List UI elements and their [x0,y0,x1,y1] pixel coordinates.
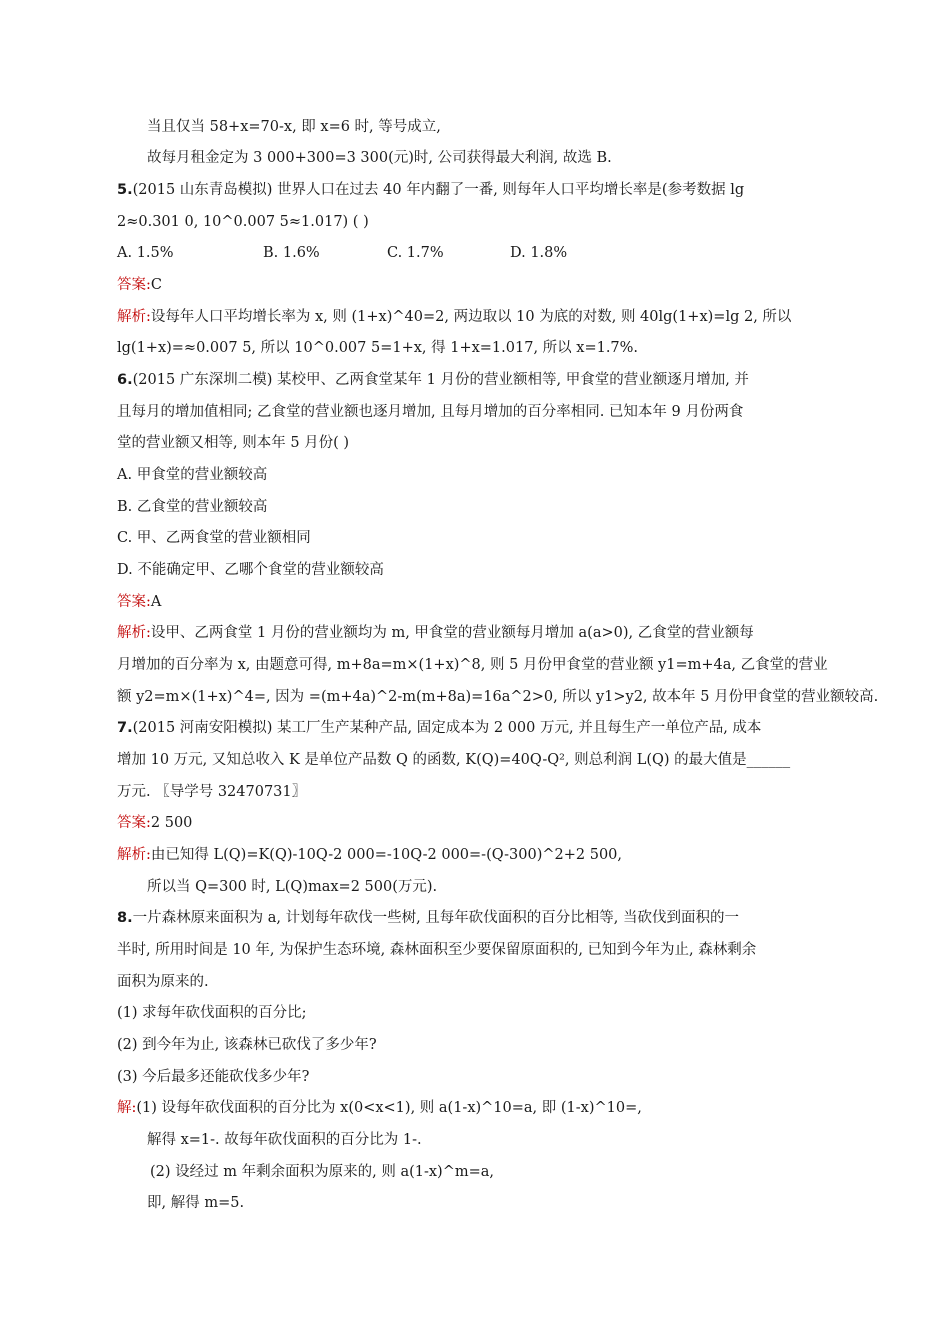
sub-question: (2) 到今年为止, 该森林已砍伐了多少年? [117,1037,377,1053]
solution-label: 解: [117,1100,137,1116]
text-line: 且每月的增加值相同; 乙食堂的营业额也逐月增加, 且每月增加的百分率相同. 已知本年 9 月份两食 [117,404,744,420]
option-d: D. 1.8% [510,245,568,261]
question-5-line [117,180,744,200]
question-7-line [117,718,761,738]
analysis-text: 由已知得 L(Q)=K(Q)-10Q-2 000=-10Q-2 000=-(Q-300)^2+2 500, [150,847,623,863]
solution-line [117,1098,642,1118]
text-line: (2) 设经过 m 年剩余面积为原来的, 则 a(1-x)^m=a, [150,1164,495,1180]
answer-line [117,275,162,295]
sub-question: (3) 今后最多还能砍伐多少年? [117,1069,310,1085]
answer-value: A [150,594,162,610]
text-line: 面积为原来的. [117,974,209,990]
solution-text: (1) 设每年砍伐面积的百分比为 x(0<x<1), 则 a(1-x)^10=a, 即 (1-x)^10=, [136,1100,642,1116]
text-line: 月增加的百分率为 x, 由题意可得, m+8a=m×(1+x)^8, 则 5 月份甲食堂的营业额 y1=m+4a, 乙食堂的营业 [117,657,828,673]
answer-value: C [150,277,162,293]
text-line: 万元. 〖导学号 32470731〗 [117,784,307,800]
analysis-label: 解析: [117,847,151,863]
analysis-line [117,623,754,643]
text-line: 当且仅当 58+x=70-x, 即 x=6 时, 等号成立, [147,119,441,135]
analysis-text: 设甲、乙两食堂 1 月份的营业额均为 m, 甲食堂的营业额每月增加 a(a>0), 乙食堂的营业额每 [150,625,754,641]
text-line: lg(1+x)=≈0.007 5, 所以 10^0.007 5=1+x, 得 1+x=1.017, 所以 x=1.7%. [117,340,639,356]
answer-line [117,592,161,612]
text-line: 堂的营业额又相等, 则本年 5 月份( ) [117,435,350,451]
answer-line [117,813,192,833]
analysis-line [117,845,622,865]
option-b: B. 乙食堂的营业额较高 [117,499,268,515]
analysis-label: 解析: [117,625,151,641]
option-c: C. 1.7% [387,245,444,261]
option-d: D. 不能确定甲、乙哪个食堂的营业额较高 [117,562,384,578]
question-6-line [117,370,749,390]
analysis-label: 解析: [117,309,151,325]
question-text: 一片森林原来面积为 a, 计划每年砍伐一些树, 且每年砍伐面积的百分比相等, 当砍伐到面积的一 [132,910,740,926]
answer-label: 答案: [117,277,151,293]
text-line: 2≈0.301 0, 10^0.007 5≈1.017) ( ) [117,214,369,230]
sub-question: (1) 求每年砍伐面积的百分比; [117,1005,307,1021]
answer-label: 答案: [117,815,151,831]
question-number: 6. [117,372,133,388]
question-text: (2015 山东青岛模拟) 世界人口在过去 40 年内翻了一番, 则每年人口平均增长率是(参考数据 lg [132,182,745,198]
question-number: 8. [117,910,133,926]
text-line: 半时, 所用时间是 10 年, 为保护生态环境, 森林面积至少要保留原面积的, 已知到今年为止, 森林剩余 [117,942,757,958]
question-8-line [117,908,739,928]
question-text: (2015 河南安阳模拟) 某工厂生产某种产品, 固定成本为 2 000 万元, 并且每生产一单位产品, 成本 [132,720,762,736]
text-line: 故每月租金定为 3 000+300=3 300(元)时, 公司获得最大利润, 故选 B. [147,150,612,166]
option-a: A. 1.5% [117,245,174,261]
analysis-line [117,307,791,327]
question-text: (2015 广东深圳二模) 某校甲、乙两食堂某年 1 月份的营业额相等, 甲食堂的营业额逐月增加, 并 [132,372,749,388]
option-b: B. 1.6% [263,245,320,261]
text-line: 额 y2=m×(1+x)^4=, 因为 =(m+4a)^2-m(m+8a)=16a^2>0, 所以 y1>y2, 故本年 5 月份甲食堂的营业额较高. [117,689,879,705]
answer-value: 2 500 [150,815,193,831]
question-number: 5. [117,182,133,198]
answer-label: 答案: [117,594,151,610]
text-line: 解得 x=1-. 故每年砍伐面积的百分比为 1-. [147,1132,422,1148]
question-number: 7. [117,720,133,736]
text-line: 增加 10 万元, 又知总收入 K 是单位产品数 Q 的函数, K(Q)=40Q-Q², 则总利润 L(Q) 的最大值是______ [117,752,791,768]
text-line: 所以当 Q=300 时, L(Q)max=2 500(万元). [147,879,438,895]
option-a: A. 甲食堂的营业额较高 [117,467,268,483]
options-row [117,243,567,263]
analysis-text: 设每年人口平均增长率为 x, 则 (1+x)^40=2, 两边取以 10 为底的对数, 则 40lg(1+x)=lg 2, 所以 [150,309,792,325]
text-line: 即, 解得 m=5. [147,1195,245,1211]
option-c: C. 甲、乙两食堂的营业额相同 [117,530,311,546]
